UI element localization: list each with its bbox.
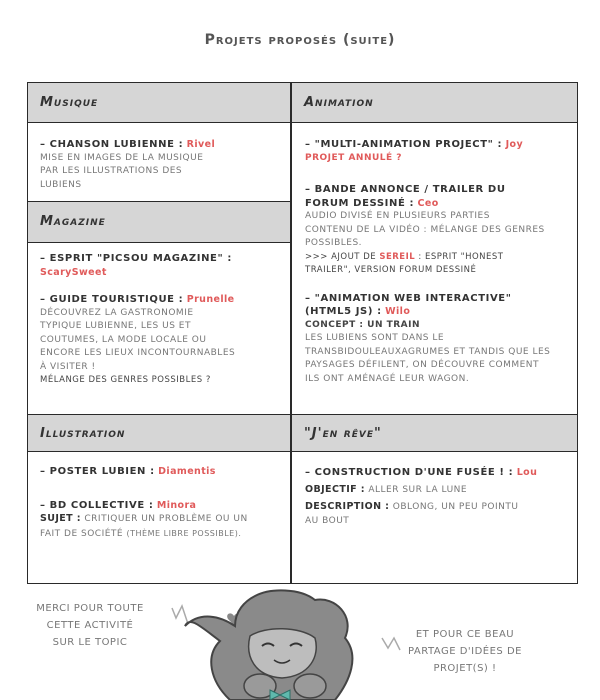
entry-author: Wilo (385, 306, 411, 317)
entry-desc-line: COUTUMES, LA MODE LOCALE OU (40, 334, 207, 345)
page-title: Projets proposés (suite) (204, 32, 396, 48)
entry-desc-line: AUDIO DIVISÉ EN PLUSIEURS PARTIES (305, 211, 490, 221)
thanks-left-line: CETTE ACTIVITÉ (46, 620, 134, 631)
sparkle-right-icon (382, 638, 400, 650)
entry-author: Prunelle (186, 294, 235, 305)
description-label: DESCRIPTION : (305, 501, 390, 512)
entry-author: Diamentis (158, 466, 216, 477)
section-musique (40, 138, 285, 204)
entry-desc-line: TRANSBIDOULEAUXAGRUMES ET TANDIS QUE LES (305, 346, 551, 357)
entry-desc-line: ENCORE LES LIEUX INCONTOURNABLES (40, 348, 236, 358)
entry-desc-line: LUBIENS (40, 179, 82, 190)
entry-title: – BANDE ANNONCE / TRAILER DU (305, 184, 506, 195)
section-header-magazine: Magazine (28, 201, 290, 243)
entry-author: ScarySweet (40, 266, 107, 278)
thanks-left-line: MERCI POUR TOUTE (36, 603, 144, 614)
entry-desc-line: ILS ONT AMÉNAGÉ LEUR WAGON. (305, 373, 470, 384)
entry-title: – BD COLLECTIVE : (40, 499, 154, 511)
entry-author: Minora (156, 499, 197, 511)
subject-label: SUJET : (40, 513, 81, 524)
mascot-wolf-illustration (150, 586, 410, 700)
section-animation (305, 138, 573, 398)
entry-title-cont: FORUM DESSINÉ : (305, 197, 415, 209)
sparkle-left-icon (172, 606, 188, 624)
entry-author: Ceo (417, 197, 439, 209)
section-reve (305, 466, 573, 540)
entry-title: – "ANIMATION WEB INTERACTIVE" (305, 292, 512, 304)
entry-author: Joy (505, 139, 524, 150)
thanks-right (400, 626, 530, 677)
thanks-right-line: PROJET(S) ! (433, 663, 497, 674)
objective-text: ALLER SUR LA LUNE (368, 484, 468, 495)
thanks-left (30, 600, 150, 651)
addon-author: SEREIL (379, 251, 416, 262)
entry-desc-line: PAYSAGES DÉFILENT, ON DÉCOUVRE COMMENT (305, 360, 540, 370)
entry-desc-line: TYPIQUE LUBIENNE, LES US ET (40, 321, 191, 331)
section-header-reve: "J'en rêve" (292, 414, 577, 452)
entry-title: – POSTER LUBIEN : (40, 466, 155, 477)
section-header-musique: Musique (28, 83, 290, 123)
thanks-right-line: PARTAGE D'IDÉES DE (408, 646, 522, 657)
thanks-right-line: ET POUR CE BEAU (415, 629, 515, 640)
wolf-paw-right (294, 674, 326, 698)
entry-status: PROJET ANNULÉ ? (305, 152, 403, 163)
entry-desc-line: À VISITER ! (40, 361, 96, 372)
subject-text: CRITIQUER UN PROBLÈME OU UN (84, 514, 248, 524)
entry-title: – CHANSON LUBIENNE : (40, 139, 184, 150)
entry-desc-line: MISE EN IMAGES DE LA MUSIQUE (40, 152, 204, 163)
entry-title: – GUIDE TOURISTIQUE : (40, 294, 184, 305)
column-divider (290, 82, 292, 584)
entry-note: MÉLANGE DES GENRES POSSIBLES ? (40, 375, 211, 385)
description-text: OBLONG, UN PEU POINTU (392, 502, 519, 512)
section-header-illustration: Illustration (28, 414, 290, 452)
entry-title-cont: (HTML5 JS) : (305, 306, 382, 317)
entry-desc-line: PAR LES ILLUSTRATIONS DES (40, 166, 183, 176)
addon-text-cont: TRAILER", VERSION FORUM DESSINÉ (305, 265, 477, 275)
entry-author: Rivel (186, 139, 216, 150)
subject-text-cont: FAIT DE SOCIÉTÉ (40, 528, 124, 539)
section-header-animation: Animation (292, 83, 577, 123)
entry-title: – "MULTI-ANIMATION PROJECT" : (305, 139, 503, 150)
section-magazine (40, 252, 285, 400)
entry-addon (305, 251, 573, 265)
entry-desc-line: POSSIBLES. (305, 238, 363, 248)
section-illustration (40, 465, 285, 553)
entry-desc-line: DÉCOUVREZ LA GASTRONOMIE (40, 307, 194, 318)
subject-note: (THÈME LIBRE POSSIBLE). (126, 528, 242, 538)
entry-title: – ESPRIT "PICSOU MAGAZINE" : (40, 253, 232, 264)
addon-text: : ESPRIT "HONEST (418, 251, 504, 262)
entry-desc-line: LES LUBIENS SONT DANS LE (305, 333, 445, 343)
thanks-left-line: SUR LE TOPIC (52, 637, 128, 648)
description-text-cont: AU BOUT (305, 515, 350, 526)
addon-prefix: >>> AJOUT DE (305, 251, 377, 262)
entry-desc-line: CONTENU DE LA VIDÉO : MÉLANGE DES GENRES (305, 224, 545, 235)
entry-concept: CONCEPT : UN TRAIN (305, 319, 421, 330)
objective-label: OBJECTIF : (305, 483, 365, 495)
entry-title: – CONSTRUCTION D'UNE FUSÉE ! : (305, 467, 514, 478)
entry-author: Lou (516, 467, 538, 478)
